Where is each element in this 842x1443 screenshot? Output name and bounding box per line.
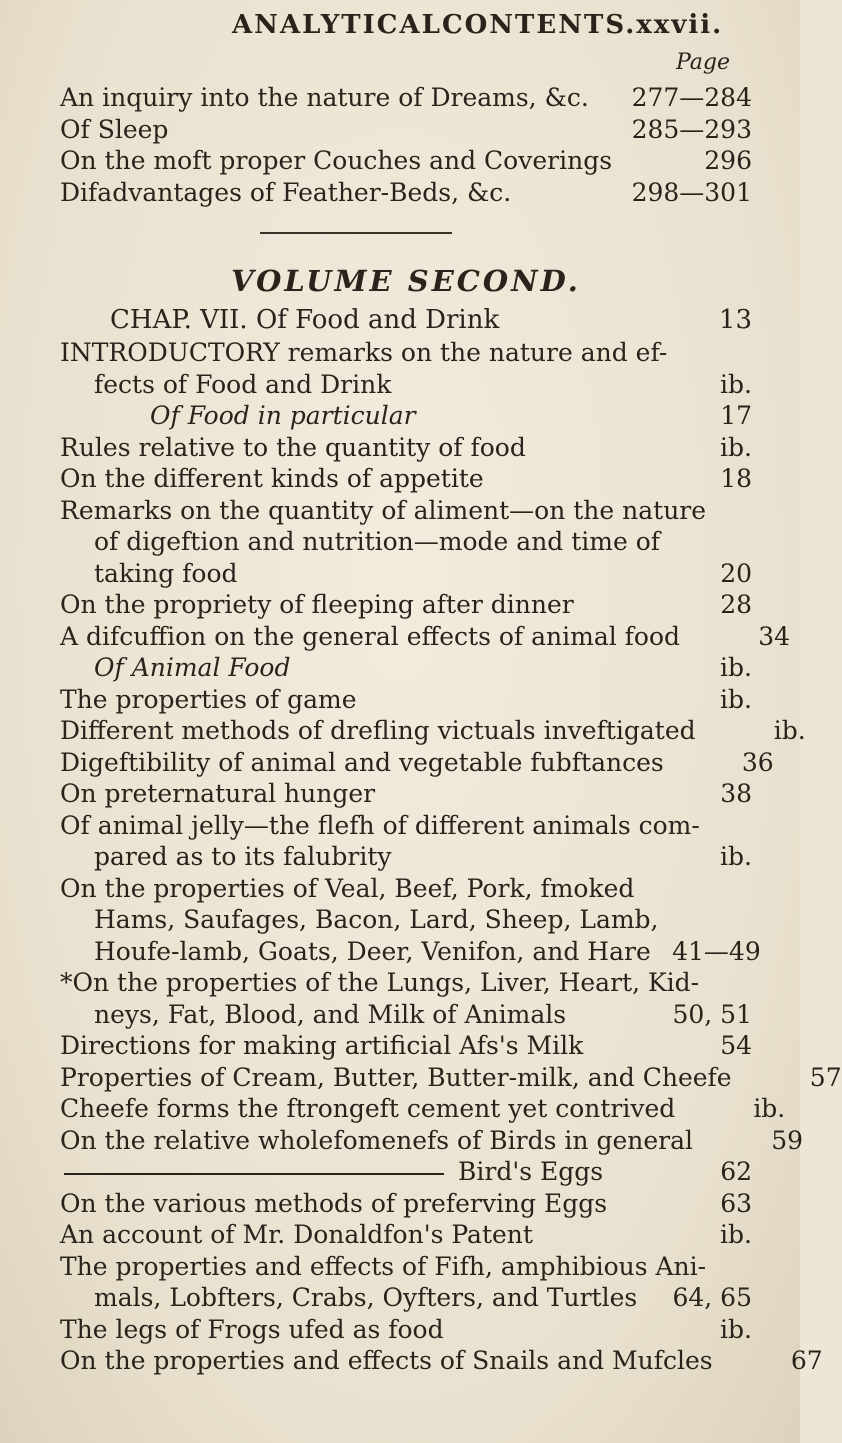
entry-text: Bird's Eggs (458, 1157, 604, 1186)
chapter-page: 13 (718, 305, 752, 335)
entry-text: On the propriety of fleeping after dinner (60, 590, 574, 619)
entry-text: Cheefe forms the ftrongeft cement yet contrived (60, 1094, 676, 1123)
entry-text: On preternatural hunger (60, 779, 376, 808)
entry-page: 67 (790, 1346, 823, 1375)
contents-entry (60, 1251, 752, 1283)
contents-entry (60, 145, 752, 177)
contents-entry (60, 400, 752, 432)
contents-entry (60, 337, 752, 369)
entry-text: On the properties of Veal, Beef, Pork, fmoked (60, 873, 635, 903)
entry-page: 57 (809, 1062, 842, 1092)
entry-text: Of Animal Food (94, 653, 291, 682)
entry-page: 41—49 (672, 936, 761, 966)
contents-entry (60, 1093, 786, 1125)
entry-page: ib. (720, 1314, 752, 1344)
running-head-center: CONTENTS. (441, 10, 637, 40)
entry-text: On the properties and effects of Snails and Mufcles (60, 1346, 713, 1375)
entry-text: neys, Fat, Blood, and Milk of Animals (94, 999, 567, 1029)
entry-text: An inquiry into the nature of Dreams, &c. (60, 83, 589, 112)
page-column-label: Page (675, 50, 730, 75)
entry-text: On the various methods of preferving Eggs (60, 1188, 608, 1218)
entry-text: Rules relative to the quantity of food (60, 432, 526, 462)
entry-page: ib. (720, 684, 752, 714)
entry-page: 63 (720, 1188, 752, 1218)
entry-text: Different methods of drefling victuals inveftigated (60, 716, 696, 745)
entry-text: of digeftion and nutrition—mode and time of (94, 527, 661, 556)
running-head-left: ANALYTICAL (232, 10, 442, 40)
entry-page: 28 (720, 590, 752, 619)
contents-entries (60, 337, 842, 1156)
entry-text: The properties and effects of Fifh, amphibious Ani- (60, 1251, 707, 1281)
contents-entry (60, 873, 752, 905)
entry-text: Houfe-lamb, Goats, Deer, Venifon, and Hare (94, 936, 651, 966)
entry-text: pared as to its falubrity (94, 842, 392, 871)
contents-entry (60, 1345, 823, 1377)
entry-text: Digeftibility of animal and vegetable fubftances (60, 747, 664, 777)
entry-text: Properties of Cream, Butter, Butter-milk, and Cheefe (60, 1062, 732, 1092)
entry-page: 59 (771, 1125, 803, 1155)
entry-page: 50, 51 (672, 999, 752, 1029)
entry-text: Of Food in particular (150, 401, 416, 430)
contents-entry (60, 1188, 752, 1220)
entry-page: 277—284 (631, 83, 752, 112)
entry-page: 64, 65 (672, 1283, 752, 1312)
entry-page: ib. (773, 716, 806, 745)
contents-entry (60, 1030, 752, 1062)
contents-entry (60, 1314, 752, 1346)
contents-entry (60, 999, 752, 1031)
entry-page: 298—301 (631, 177, 752, 207)
entry-text: Of Sleep (60, 114, 169, 144)
contents-entry (60, 114, 752, 146)
entry-text: On the different kinds of appetite (60, 464, 484, 493)
entry-text: INTRODUCTORY remarks on the nature and ef- (60, 338, 668, 367)
entry-text: On the relative wholefomenefs of Birds in general (60, 1125, 693, 1155)
entry-page: ib. (720, 369, 752, 399)
contents-entry (60, 1125, 803, 1157)
contents-entry (60, 652, 752, 684)
contents-entry (60, 810, 752, 842)
entry-page: 36 (741, 747, 774, 777)
contents-entry (60, 967, 752, 999)
contents-entry (60, 904, 752, 936)
entry-text: The legs of Frogs ufed as food (60, 1314, 444, 1344)
contents-entry-dashed (60, 1156, 752, 1188)
contents-entry (60, 1219, 752, 1251)
running-head (60, 10, 752, 50)
contents-entry (60, 526, 752, 558)
contents-entry (60, 82, 752, 114)
contents-entry (60, 621, 791, 653)
volume-title: VOLUME SECOND. (231, 264, 581, 298)
contents-entry (60, 1062, 842, 1094)
entry-text: *On the properties of the Lungs, Liver, Heart, Kid- (60, 968, 700, 997)
entry-page: 34 (758, 621, 791, 651)
entry-page: 54 (720, 1031, 752, 1060)
contents-entry (60, 432, 752, 464)
contents-entry (60, 463, 752, 495)
contents-entries-continued (60, 1188, 823, 1377)
entry-page: ib. (720, 653, 752, 682)
entry-text: Directions for making artificial Afs's Milk (60, 1031, 584, 1060)
entry-text: Difadvantages of Feather-Beds, &c. (60, 177, 512, 207)
entry-text: Hams, Saufages, Bacon, Lard, Sheep, Lamb, (94, 905, 659, 934)
entry-text: taking food (94, 558, 238, 588)
entry-text: On the moft proper Couches and Coverings (60, 146, 613, 175)
chapter-title: CHAP. VII. Of Food and Drink (110, 305, 500, 335)
contents-entry (60, 495, 752, 527)
contents-entry (60, 589, 752, 621)
entry-page: 18 (720, 464, 752, 493)
contents-entry (60, 841, 752, 873)
entry-page: ib. (720, 1220, 752, 1249)
contents-entry (60, 369, 752, 401)
chapter-heading (60, 304, 752, 337)
contents-entry (60, 778, 752, 810)
entry-text: mals, Lobfters, Crabs, Oyfters, and Turtles (94, 1283, 638, 1312)
entry-page: 38 (720, 779, 752, 808)
section-divider (260, 232, 452, 234)
entry-page: 20 (720, 558, 752, 588)
contents-entry (60, 684, 752, 716)
entry-page: 296 (704, 146, 752, 175)
contents-entry (60, 558, 752, 590)
volume-one-entries (60, 82, 752, 208)
entry-text: A difcuffion on the general effects of animal food (60, 621, 681, 651)
entry-text: The properties of game (60, 684, 357, 714)
entry-text: Of animal jelly—the flefh of different animals com- (60, 810, 700, 840)
contents-entry (60, 177, 752, 209)
entry-text: Remarks on the quantity of aliment—on the nature (60, 495, 707, 525)
entry-page: 17 (720, 401, 752, 430)
entry-page: 285—293 (631, 114, 752, 144)
entry-text: fects of Food and Drink (94, 369, 392, 399)
entry-page: ib. (753, 1094, 786, 1123)
running-head-right: xxvii. (636, 10, 724, 40)
contents-entry (60, 1282, 752, 1314)
entry-text: An account of Mr. Donaldfon's Patent (60, 1220, 533, 1249)
entry-page: 62 (720, 1157, 752, 1186)
contents-entry (60, 747, 774, 779)
entry-page: ib. (720, 432, 752, 462)
entry-page: ib. (720, 842, 752, 871)
contents-entry (60, 936, 761, 968)
ditto-rule (64, 1173, 444, 1175)
contents-entry (60, 715, 806, 747)
